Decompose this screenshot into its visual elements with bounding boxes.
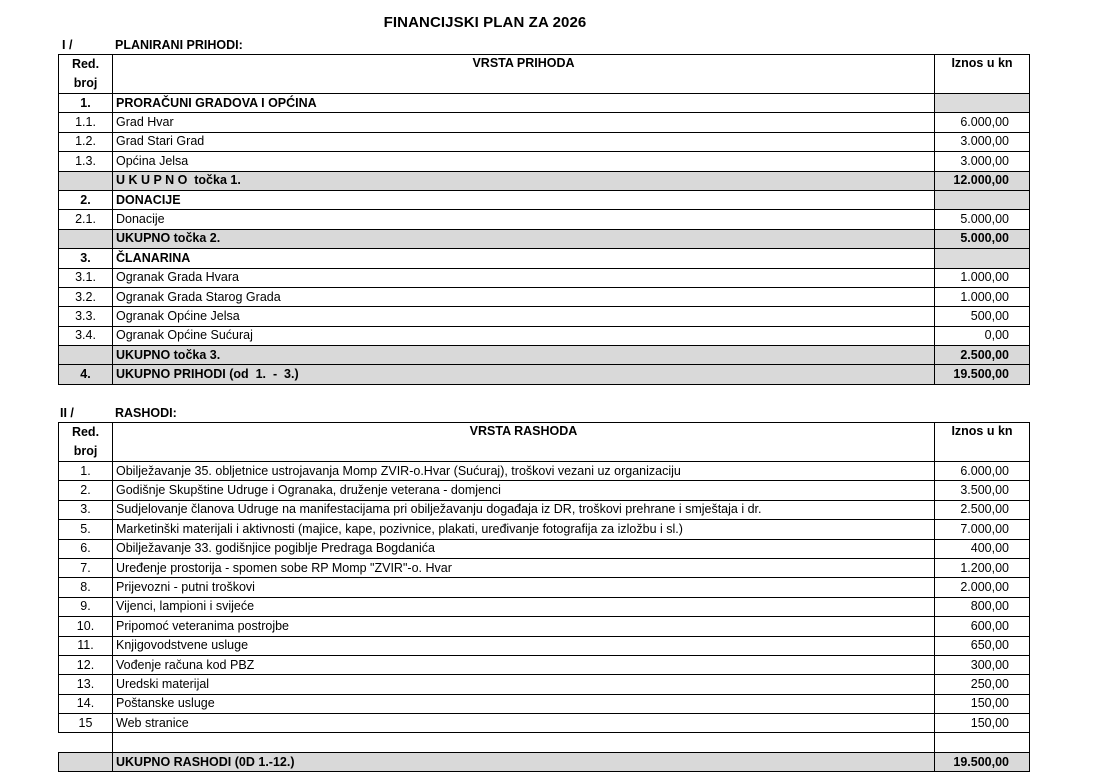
header-red-broj <box>59 423 113 462</box>
item-name: Vođenje računa kod PBZ <box>113 655 935 674</box>
expenses-total-row <box>59 752 1030 771</box>
income-category-row <box>59 249 1030 268</box>
grand-total-label: UKUPNO PRIHODI (od 1. - 3.) <box>113 365 935 384</box>
category-name: DONACIJE <box>113 190 935 209</box>
grand-total-number: 4. <box>59 365 113 384</box>
expense-item-row <box>59 675 1030 694</box>
item-name: Ogranak Općine Sućuraj <box>113 326 935 345</box>
item-number: 13. <box>59 675 113 694</box>
item-number: 2. <box>59 481 113 500</box>
subtotal-label: UKUPNO točka 3. <box>113 346 935 365</box>
income-section-title: PLANIRANI PRIHODI: <box>115 38 243 52</box>
header-red-broj <box>59 55 113 94</box>
item-number: 1.3. <box>59 152 113 171</box>
item-amount: 650,00 <box>935 636 1030 655</box>
item-amount: 5.000,00 <box>935 210 1030 229</box>
total-number <box>59 752 113 771</box>
subtotal-number <box>59 229 113 248</box>
income-item-row <box>59 268 1030 287</box>
item-name: Uređenje prostorija - spomen sobe RP Momp "ZVIR"-o. Hvar <box>113 558 935 577</box>
header-iznos: Iznos u kn <box>935 55 1030 94</box>
item-name: Pripomoć veteranima postrojbe <box>113 617 935 636</box>
income-item-row <box>59 152 1030 171</box>
income-subtotal-row <box>59 171 1030 190</box>
item-name: Godišnje Skupštine Udruge i Ogranaka, druženje veterana - domjenci <box>113 481 935 500</box>
income-item-row <box>59 113 1030 132</box>
item-number: 3.1. <box>59 268 113 287</box>
item-amount: 400,00 <box>935 539 1030 558</box>
expense-item-row <box>59 558 1030 577</box>
total-amount: 19.500,00 <box>935 752 1030 771</box>
income-item-row <box>59 307 1030 326</box>
expense-item-row <box>59 617 1030 636</box>
expense-item-row <box>59 578 1030 597</box>
item-amount: 2.500,00 <box>935 500 1030 519</box>
expenses-section-title: RASHODI: <box>115 406 177 420</box>
expense-item-row <box>59 714 1030 733</box>
item-name: Sudjelovanje članova Udruge na manifestacijama pri obilježavanju događaja iz DR, troškovi prehrane i smještaja i dr. <box>113 500 935 519</box>
income-header-row <box>59 55 1030 94</box>
category-name: PRORAČUNI GRADOVA I OPĆINA <box>113 94 935 113</box>
item-name: Općina Jelsa <box>113 152 935 171</box>
item-name: Ogranak Grada Hvara <box>113 268 935 287</box>
item-number: 6. <box>59 539 113 558</box>
subtotal-label: U K U P N O točka 1. <box>113 171 935 190</box>
subtotal-number <box>59 171 113 190</box>
item-number: 3. <box>59 500 113 519</box>
item-name: Vijenci, lampioni i svijeće <box>113 597 935 616</box>
item-number: 5. <box>59 520 113 539</box>
item-name: Prijevozni - putni troškovi <box>113 578 935 597</box>
category-number: 3. <box>59 249 113 268</box>
income-section-number: I / <box>62 38 73 52</box>
header-broj: broj <box>73 76 98 90</box>
item-number: 11. <box>59 636 113 655</box>
expense-item-row <box>59 539 1030 558</box>
item-name <box>113 733 935 752</box>
item-amount: 2.000,00 <box>935 578 1030 597</box>
item-number: 1. <box>59 462 113 481</box>
item-name: Grad Stari Grad <box>113 132 935 151</box>
item-amount: 3.500,00 <box>935 481 1030 500</box>
category-number: 2. <box>59 190 113 209</box>
item-number: 10. <box>59 617 113 636</box>
income-subtotal-row <box>59 229 1030 248</box>
item-number: 3.3. <box>59 307 113 326</box>
item-number: 7. <box>59 558 113 577</box>
item-amount: 500,00 <box>935 307 1030 326</box>
income-item-row <box>59 210 1030 229</box>
item-name: Ogranak Općine Jelsa <box>113 307 935 326</box>
item-number: 1.2. <box>59 132 113 151</box>
income-table <box>58 54 1030 385</box>
item-number: 1.1. <box>59 113 113 132</box>
header-red: Red. <box>71 57 100 71</box>
item-amount: 1.200,00 <box>935 558 1030 577</box>
item-amount: 600,00 <box>935 617 1030 636</box>
item-amount: 6.000,00 <box>935 462 1030 481</box>
item-name: Poštanske usluge <box>113 694 935 713</box>
expense-item-row <box>59 636 1030 655</box>
item-amount: 150,00 <box>935 714 1030 733</box>
item-number: 14. <box>59 694 113 713</box>
item-name: Grad Hvar <box>113 113 935 132</box>
expense-item-row <box>59 481 1030 500</box>
subtotal-amount: 5.000,00 <box>935 229 1030 248</box>
item-amount: 3.000,00 <box>935 152 1030 171</box>
subtotal-amount: 12.000,00 <box>935 171 1030 190</box>
grand-total-amount: 19.500,00 <box>935 365 1030 384</box>
income-item-row <box>59 132 1030 151</box>
expenses-header-row <box>59 423 1030 462</box>
item-amount: 800,00 <box>935 597 1030 616</box>
item-amount: 0,00 <box>935 326 1030 345</box>
item-number: 8. <box>59 578 113 597</box>
total-label: UKUPNO RASHODI (0D 1.-12.) <box>113 752 935 771</box>
item-name: Marketinški materijali i aktivnosti (majice, kape, pozivnice, plakati, uređivanje fotografija za izložbu i sl.) <box>113 520 935 539</box>
expense-item-row <box>59 655 1030 674</box>
expenses-table <box>58 422 1030 772</box>
item-name: Uredski materijal <box>113 675 935 694</box>
item-number: 12. <box>59 655 113 674</box>
expense-item-row <box>59 520 1030 539</box>
expense-item-row <box>59 733 1030 752</box>
header-red: Red. <box>71 425 100 439</box>
income-grand-total-row <box>59 365 1030 384</box>
item-name: Obilježavanje 35. obljetnice ustrojavanja Momp ZVIR-o.Hvar (Sućuraj), troškovi vezani uz organizaciju <box>113 462 935 481</box>
item-number: 9. <box>59 597 113 616</box>
expense-item-row <box>59 694 1030 713</box>
category-name: ČLANARINA <box>113 249 935 268</box>
category-number: 1. <box>59 94 113 113</box>
item-name: Web stranice <box>113 714 935 733</box>
income-category-row <box>59 94 1030 113</box>
income-subtotal-row <box>59 346 1030 365</box>
item-amount: 1.000,00 <box>935 287 1030 306</box>
header-vrsta-prihoda: VRSTA PRIHODA <box>113 55 935 94</box>
item-number: 3.2. <box>59 287 113 306</box>
header-iznos: Iznos u kn <box>935 423 1030 462</box>
expense-item-row <box>59 597 1030 616</box>
income-item-row <box>59 287 1030 306</box>
item-number <box>59 733 113 752</box>
income-item-row <box>59 326 1030 345</box>
item-amount <box>935 733 1030 752</box>
expense-item-row <box>59 500 1030 519</box>
item-amount: 250,00 <box>935 675 1030 694</box>
item-amount: 150,00 <box>935 694 1030 713</box>
item-amount: 300,00 <box>935 655 1030 674</box>
expenses-section-number: II / <box>60 406 74 420</box>
item-number: 2.1. <box>59 210 113 229</box>
item-number: 15 <box>59 714 113 733</box>
header-vrsta-rashoda: VRSTA RASHODA <box>113 423 935 462</box>
item-amount: 1.000,00 <box>935 268 1030 287</box>
subtotal-label: UKUPNO točka 2. <box>113 229 935 248</box>
item-name: Ogranak Grada Starog Grada <box>113 287 935 306</box>
item-name: Obilježavanje 33. godišnjice pogiblje Predraga Bogdanića <box>113 539 935 558</box>
category-amount-cell <box>935 190 1030 209</box>
header-broj: broj <box>73 444 98 458</box>
item-name: Donacije <box>113 210 935 229</box>
category-amount-cell <box>935 94 1030 113</box>
subtotal-amount: 2.500,00 <box>935 346 1030 365</box>
item-amount: 3.000,00 <box>935 132 1030 151</box>
item-amount: 6.000,00 <box>935 113 1030 132</box>
item-name: Knjigovodstvene usluge <box>113 636 935 655</box>
category-amount-cell <box>935 249 1030 268</box>
expense-item-row <box>59 462 1030 481</box>
income-category-row <box>59 190 1030 209</box>
item-number: 3.4. <box>59 326 113 345</box>
item-amount: 7.000,00 <box>935 520 1030 539</box>
document-title: FINANCIJSKI PLAN ZA 2026 <box>383 14 587 31</box>
subtotal-number <box>59 346 113 365</box>
